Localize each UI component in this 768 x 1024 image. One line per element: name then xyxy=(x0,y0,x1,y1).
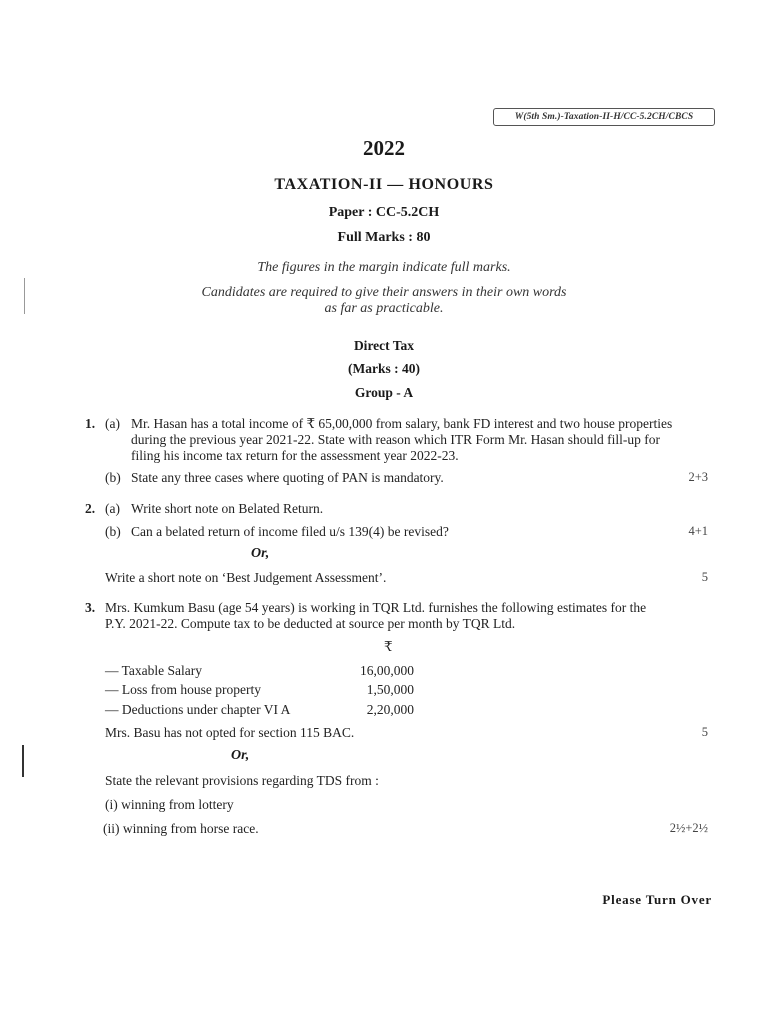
q2-alt-text: Write a short note on ‘Best Judgement Assessment’. xyxy=(105,570,387,585)
scan-margin-mark-bottom xyxy=(22,745,24,777)
q1b-label: (b) xyxy=(105,470,121,485)
q3-line-2: P.Y. 2021-22. Compute tax to be deducted at source per month by TQR Ltd. xyxy=(105,616,516,631)
q3-alt-item-i: (i) winning from lottery xyxy=(105,797,234,812)
q3-marks: 5 xyxy=(701,725,708,739)
instruction-line-2: Candidates are required to give their answers in their own words xyxy=(201,285,567,300)
q2-marks: 4+1 xyxy=(688,524,708,538)
q2-number: 2. xyxy=(85,501,96,516)
q3-note: Mrs. Basu has not opted for section 115 BAC. xyxy=(105,725,355,740)
q1a-line-1: Mr. Hasan has a total income of ₹ 65,00,000 from salary, bank FD interest and two house properties xyxy=(131,416,673,431)
instruction-line-3: as far as practicable. xyxy=(324,301,444,316)
paper-code: Paper : CC-5.2CH xyxy=(328,205,440,220)
q2a-label: (a) xyxy=(105,501,120,516)
q3-alt-item-ii: (ii) winning from horse race. xyxy=(103,821,259,836)
q3-row-label: — Loss from house property xyxy=(105,682,261,697)
please-turn-over: Please Turn Over xyxy=(602,892,712,907)
q1a-line-3: filing his income tax return for the assessment year 2022-23. xyxy=(131,448,459,463)
q3-or: Or, xyxy=(231,748,250,763)
paper-code-box: W(5th Sm.)-Taxation-II-H/CC-5.2CH/CBCS xyxy=(493,108,715,126)
q1a-line-2: during the previous year 2021-22. State with reason which ITR Form Mr. Hasan should fill-up for xyxy=(131,432,661,447)
q3-row-value: 16,00,000 xyxy=(360,663,414,678)
q1a-label: (a) xyxy=(105,416,120,431)
full-marks: Full Marks : 80 xyxy=(337,230,431,245)
section-marks: (Marks : 40) xyxy=(348,361,420,376)
q3-alt-marks: 2½+2½ xyxy=(669,821,708,835)
q3-number: 3. xyxy=(85,600,96,615)
section-title: Direct Tax xyxy=(353,338,415,353)
q2b-text: Can a belated return of income filed u/s 139(4) be revised? xyxy=(131,524,449,539)
instruction-line-1: The figures in the margin indicate full marks. xyxy=(257,260,511,275)
q2-alt-marks: 5 xyxy=(701,570,708,584)
q1-number: 1. xyxy=(85,416,96,431)
q1b-text: State any three cases where quoting of PAN is mandatory. xyxy=(131,470,444,485)
group-title: Group - A xyxy=(354,385,414,400)
q2b-label: (b) xyxy=(105,524,121,539)
q3-row-value: 1,50,000 xyxy=(366,682,414,697)
q3-alt-text: State the relevant provisions regarding TDS from : xyxy=(105,773,379,788)
q2a-text: Write short note on Belated Return. xyxy=(131,501,324,516)
q3-row-label: — Deductions under chapter VI A xyxy=(105,702,291,717)
q3-line-1: Mrs. Kumkum Basu (age 54 years) is working in TQR Ltd. furnishes the following estimates for the xyxy=(105,600,647,615)
subject-title: TAXATION-II — HONOURS xyxy=(274,176,494,193)
exam-year: 2022 xyxy=(363,136,405,160)
q3-row-value: 2,20,000 xyxy=(366,702,414,717)
q2-or: Or, xyxy=(251,546,270,561)
q3-row-label: — Taxable Salary xyxy=(105,663,203,678)
q1-marks: 2+3 xyxy=(688,470,708,484)
q3-currency-symbol: ₹ xyxy=(384,639,393,654)
